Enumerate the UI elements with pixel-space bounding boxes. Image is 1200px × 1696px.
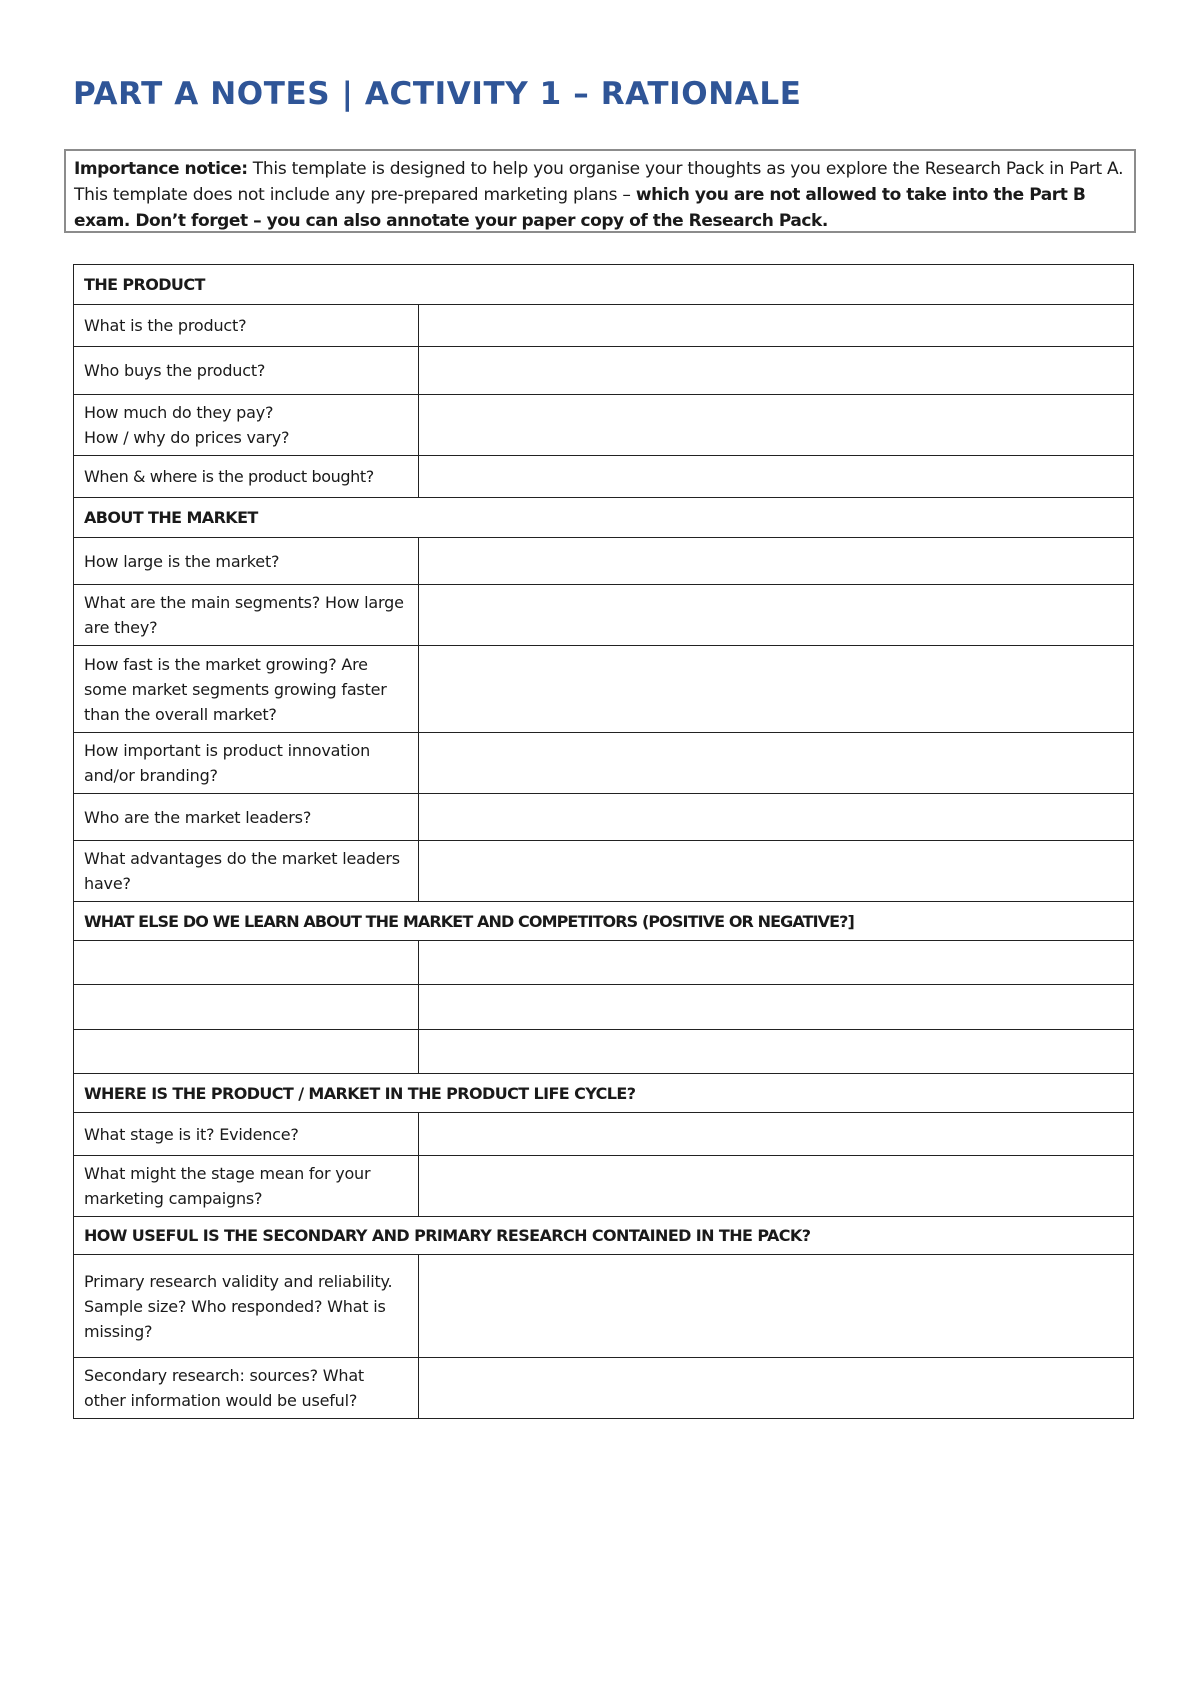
answer-cell[interactable] <box>419 456 1134 498</box>
table-row <box>74 1030 1134 1074</box>
table-row <box>74 733 1134 794</box>
section-heading-row <box>74 1217 1134 1255</box>
table-row <box>74 395 1134 456</box>
notice-label: Importance notice: <box>74 159 248 179</box>
table-row <box>74 347 1134 395</box>
section-heading-row <box>74 1074 1134 1113</box>
answer-cell[interactable] <box>419 347 1134 395</box>
page-title: PART A NOTES | ACTIVITY 1 – RATIONALE <box>73 76 802 112</box>
answer-cell[interactable] <box>419 1255 1134 1358</box>
question-cell: How large is the market? <box>74 538 419 585</box>
answer-cell[interactable] <box>419 585 1134 646</box>
answer-cell[interactable] <box>419 1358 1134 1419</box>
question-cell[interactable] <box>74 985 419 1030</box>
answer-cell[interactable] <box>419 305 1134 347</box>
notice-bold-text: which you are not allowed to take into the Part B exam. Don’t forget – you can also annotate your paper copy of the Research Pack. <box>74 185 1086 231</box>
table-row <box>74 538 1134 585</box>
table-row <box>74 841 1134 902</box>
table-row <box>74 585 1134 646</box>
question-cell: How much do they pay? How / why do prices vary? <box>74 395 419 456</box>
answer-cell[interactable] <box>419 395 1134 456</box>
question-cell: How fast is the market growing? Are some market segments growing faster than the overall market? <box>74 646 419 733</box>
table-row <box>74 985 1134 1030</box>
answer-cell[interactable] <box>419 941 1134 985</box>
table-row <box>74 456 1134 498</box>
question-cell: When & where is the product bought? <box>74 456 419 498</box>
section-heading-row <box>74 498 1134 538</box>
question-cell: Secondary research: sources? What other information would be useful? <box>74 1358 419 1419</box>
section-heading-product: THE PRODUCT <box>74 265 1134 305</box>
section-heading-life-cycle: WHERE IS THE PRODUCT / MARKET IN THE PRODUCT LIFE CYCLE? <box>74 1074 1134 1113</box>
table-row <box>74 305 1134 347</box>
answer-cell[interactable] <box>419 733 1134 794</box>
question-cell: How important is product innovation and/or branding? <box>74 733 419 794</box>
table-row <box>74 1358 1134 1419</box>
table-row <box>74 941 1134 985</box>
importance-notice <box>64 149 1136 233</box>
answer-cell[interactable] <box>419 841 1134 902</box>
table-row <box>74 1255 1134 1358</box>
notice-text: This template is designed to help you organise your thoughts as you explore the Research Pack in Part A. This template does not include any pre-prepared marketing plans – <box>74 159 1124 205</box>
table-row <box>74 1156 1134 1217</box>
section-heading-row <box>74 902 1134 941</box>
answer-cell[interactable] <box>419 646 1134 733</box>
question-cell: Who buys the product? <box>74 347 419 395</box>
section-heading-market: ABOUT THE MARKET <box>74 498 1134 538</box>
table-row <box>74 646 1134 733</box>
question-cell[interactable] <box>74 941 419 985</box>
question-cell: What might the stage mean for your marketing campaigns? <box>74 1156 419 1217</box>
table-row <box>74 1113 1134 1156</box>
answer-cell[interactable] <box>419 1156 1134 1217</box>
question-cell: Primary research validity and reliability. Sample size? Who responded? What is missing? <box>74 1255 419 1358</box>
question-cell: What is the product? <box>74 305 419 347</box>
section-heading-competitors: WHAT ELSE DO WE LEARN ABOUT THE MARKET AND COMPETITORS (POSITIVE OR NEGATIVE?] <box>74 902 1134 941</box>
answer-cell[interactable] <box>419 794 1134 841</box>
question-cell[interactable] <box>74 1030 419 1074</box>
answer-cell[interactable] <box>419 538 1134 585</box>
question-cell: What are the main segments? How large are they? <box>74 585 419 646</box>
section-heading-row <box>74 265 1134 305</box>
section-heading-research: HOW USEFUL IS THE SECONDARY AND PRIMARY RESEARCH CONTAINED IN THE PACK? <box>74 1217 1134 1255</box>
question-cell: What stage is it? Evidence? <box>74 1113 419 1156</box>
notes-table <box>73 264 1134 1419</box>
answer-cell[interactable] <box>419 1113 1134 1156</box>
question-cell: What advantages do the market leaders have? <box>74 841 419 902</box>
question-cell: Who are the market leaders? <box>74 794 419 841</box>
answer-cell[interactable] <box>419 985 1134 1030</box>
answer-cell[interactable] <box>419 1030 1134 1074</box>
table-row <box>74 794 1134 841</box>
